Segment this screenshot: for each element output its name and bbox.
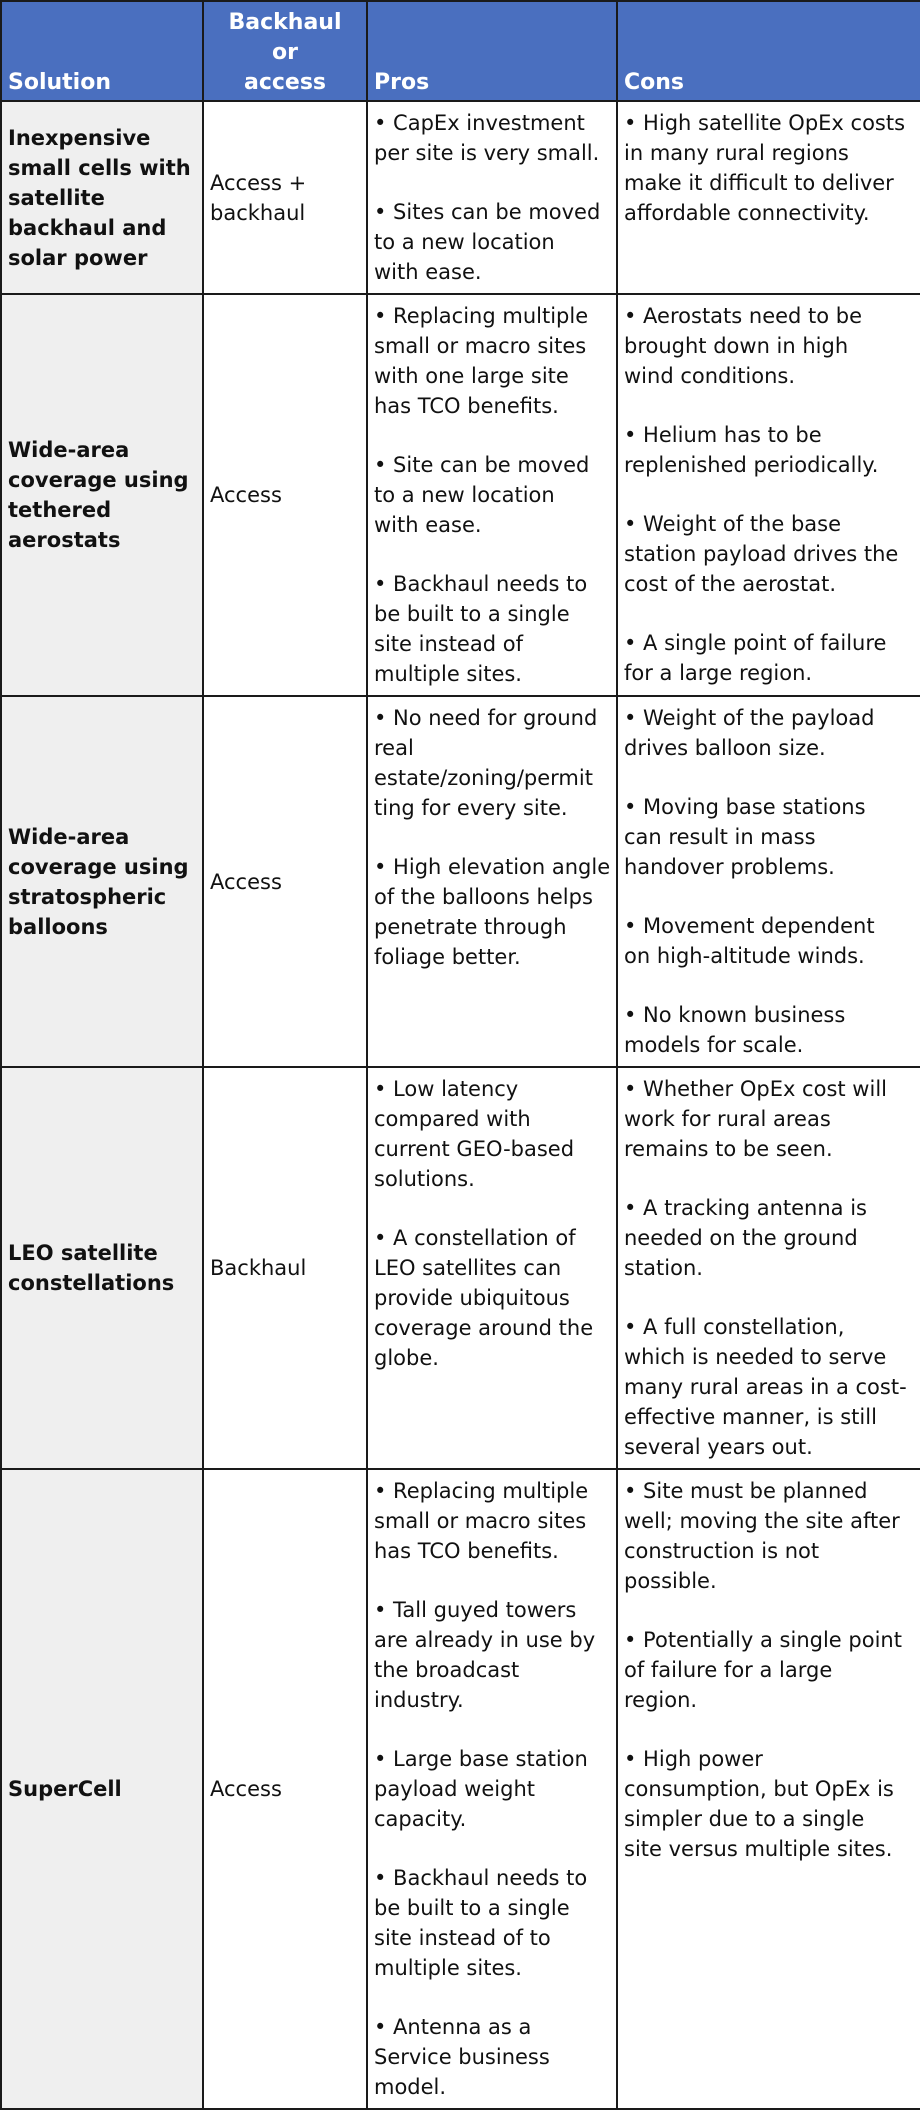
solution-cell: Wide-area coverage using stratospheric balloons (1, 696, 203, 1067)
pro-point: • Tall guyed towers are already in use by the broadcast industry. (374, 1598, 596, 1712)
con-point: • Site must be planned well; moving the site after construction is not possible. (624, 1479, 900, 1593)
header-cons: Cons (617, 1, 920, 101)
pro-point: • Low latency compared with current GEO-based solutions. (374, 1077, 575, 1191)
type-cell: Access (203, 1469, 367, 2109)
pro-point: • Site can be moved to a new location with ease. (374, 453, 590, 537)
con-point: • A full constellation, which is needed to serve many rural areas in a cost- effective manner, is still several years out. (624, 1315, 907, 1459)
solution-cell: Inexpensive small cells with satellite backhaul and solar power (1, 101, 203, 294)
con-point: • High satellite OpEx costs in many rural regions make it difficult to deliver affordable connectivity. (624, 111, 906, 225)
con-point: • Helium has to be replenished periodically. (624, 423, 879, 477)
con-point: • Whether OpEx cost will work for rural areas remains to be seen. (624, 1077, 887, 1161)
con-point: • Aerostats need to be brought down in high wind conditions. (624, 304, 863, 388)
table-row (1, 1469, 920, 2109)
pro-point: • High elevation angle of the balloons helps penetrate through foliage better. (374, 855, 611, 969)
pro-point: • Replacing multiple small or macro sites has TCO benefits. (374, 1479, 589, 1563)
type-cell: Access (203, 696, 367, 1067)
pro-point: • Replacing multiple small or macro sites with one large site has TCO benefits. (374, 304, 589, 418)
table-row (1, 1067, 920, 1469)
table-row (1, 101, 920, 294)
pros-cell (367, 1067, 617, 1469)
table-row (1, 696, 920, 1067)
table-row (1, 294, 920, 696)
pros-cell (367, 101, 617, 294)
pros-cell (367, 696, 617, 1067)
type-cell: Backhaul (203, 1067, 367, 1469)
header-backhaul-or-access: Backhaul or access (203, 1, 367, 101)
header-solution: Solution (1, 1, 203, 101)
con-point: • A single point of failure for a large region. (624, 631, 887, 685)
solution-cell: LEO satellite constellations (1, 1067, 203, 1469)
header-pros: Pros (367, 1, 617, 101)
con-point: • High power consumption, but OpEx is simpler due to a single site versus multiple sites. (624, 1747, 894, 1861)
con-point: • Moving base stations can result in mass handover problems. (624, 795, 866, 879)
pros-cell (367, 1469, 617, 2109)
con-point: • Weight of the base station payload drives the cost of the aerostat. (624, 512, 899, 596)
solution-cell: Wide-area coverage using tethered aerostats (1, 294, 203, 696)
cons-cell (617, 101, 920, 294)
con-point: • A tracking antenna is needed on the ground station. (624, 1196, 867, 1280)
pro-point: • CapEx investment per site is very small. (374, 111, 600, 165)
pro-point: • Backhaul needs to be built to a single site instead of multiple sites. (374, 572, 588, 686)
con-point: • Movement dependent on high-altitude winds. (624, 914, 875, 968)
pro-point: • Antenna as a Service business model. (374, 2015, 550, 2099)
pros-cell (367, 294, 617, 696)
solution-cell: SuperCell (1, 1469, 203, 2109)
pro-point: • Backhaul needs to be built to a single site instead of to multiple sites. (374, 1866, 588, 1980)
pro-point: • Large base station payload weight capacity. (374, 1747, 588, 1831)
type-cell: Access + backhaul (203, 101, 367, 294)
pro-point: • Sites can be moved to a new location with ease. (374, 200, 601, 284)
cons-cell (617, 294, 920, 696)
cons-cell (617, 1067, 920, 1469)
pro-point: • A constellation of LEO satellites can provide ubiquitous coverage around the globe. (374, 1226, 594, 1370)
con-point: • Weight of the payload drives balloon size. (624, 706, 875, 760)
cons-cell (617, 1469, 920, 2109)
header-row (1, 1, 920, 101)
con-point: • No known business models for scale. (624, 1003, 846, 1057)
con-point: • Potentially a single point of failure for a large region. (624, 1628, 902, 1712)
type-cell: Access (203, 294, 367, 696)
pro-point: • No need for ground real estate/zoning/permit ting for every site. (374, 706, 598, 820)
cons-cell (617, 696, 920, 1067)
